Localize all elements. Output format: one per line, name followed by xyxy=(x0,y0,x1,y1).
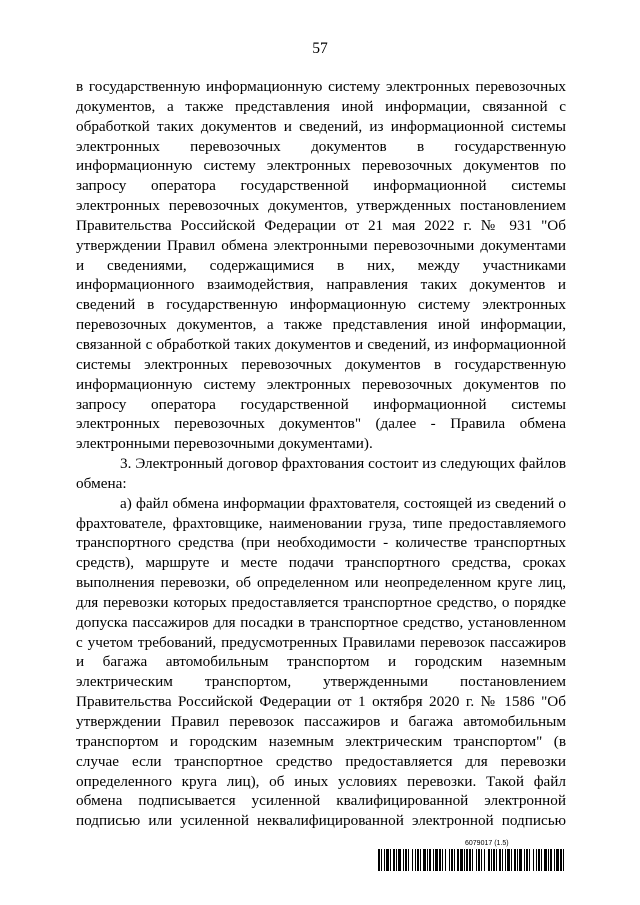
barcode-bar xyxy=(393,849,395,871)
barcode-bar xyxy=(429,849,431,871)
barcode-bar xyxy=(529,849,530,871)
barcode-bar xyxy=(488,849,490,871)
barcode-bar xyxy=(442,849,443,871)
barcode-bar xyxy=(466,849,468,871)
barcode-bar xyxy=(481,849,482,871)
barcode-bar xyxy=(423,849,426,871)
barcode-bar xyxy=(519,849,522,871)
paragraph-charterer-file: а) файл обмена информации фрахтователя, состоящей из сведений о фрахтователе, фрахтовщике, наименовании груза, типе предоставляемого транспортного средства (при необходимости - количестве транспортных средств), маршруте и месте подачи транспортного средства, сроках выполнения перевозки, об определенном или неопределенном круге лиц, для перевозки которых предоставляется транспортное средство, о порядке допуска пассажиров для посадки в транспортное средство, установленном с учетом требований, предусмотренных Правилами перевозок пассажиров и багажа автомобильным транспортом и городским наземным электрическим транспортом, утвержденными постановлением Правительства Российской Федерации от 1 октября 2020 г. № 1586 "Об утверждении Правил перевозок пассажиров и багажа автомобильным транспортом и городским наземным электрическим транспортом" (в случае если транспортное средство предоставляется для перевозки определенного круга лиц), об иных условиях перевозки. Такой файл обмена подписывается усиленной квалифицированной электронной подписью или усиленной неквалифицированной электронной подписью xyxy=(76,494,566,830)
barcode-label: 6079017 (1.5) xyxy=(465,840,509,847)
barcode-bar xyxy=(439,849,441,871)
barcode-bar xyxy=(505,849,506,871)
barcode-bar xyxy=(457,849,459,871)
barcode-bar xyxy=(420,849,421,871)
barcode-bar xyxy=(526,849,528,871)
barcode-bar xyxy=(544,849,547,871)
barcode-image xyxy=(378,849,565,871)
barcode-bar xyxy=(427,849,428,871)
barcode-bar xyxy=(502,849,503,871)
barcode-bar xyxy=(491,849,492,871)
paragraph-charter-contract-files: 3. Электронный договор фрахтования состоит из следующих файлов обмена: xyxy=(76,455,566,492)
barcode-bar xyxy=(548,849,549,871)
barcode-bar xyxy=(433,849,434,871)
barcode-bar xyxy=(398,849,401,871)
barcode-bar xyxy=(449,849,450,871)
barcode-bar xyxy=(408,849,409,871)
barcode-bar xyxy=(472,849,473,871)
barcode-bar xyxy=(533,849,534,871)
barcode-bar xyxy=(403,849,404,871)
paragraph-rules-reference: в государственную информационную систему электронных перевозочных документов, а также представления иной информации, связанной с обработкой таких документов и сведений, из информационной системы электронных перевозочных документов в государственную информационную систему электронных перевозочных документов по запросу оператора государственной информационной системы электронных перевозочных документов, утвержденных постановлением Правительства Российской Федерации от 21 мая 2022 г. № 931 "Об утверждении Правил обмена электронными перевозочными документами и сведениями, содержащимися в них, между участниками информационного взаимодействия, направления таких документов и сведений в государственную информационную систему электронных перевозочных документов, а также представления иной информации, связанной с обработкой таких документов и сведений, из информационной системы электронных перевозочных документов в государственную информационную систему электронных перевозочных документов по запросу оператора государственной информационной системы электронных перевозочных документов" (далее - Правила обмена электронными перевозочными документами). xyxy=(76,78,566,453)
barcode-bar xyxy=(415,849,416,871)
barcode-bar xyxy=(417,849,419,871)
barcode-bar xyxy=(538,849,540,871)
barcode-bar xyxy=(476,849,477,871)
page-number: 57 xyxy=(312,40,328,57)
barcode-bar xyxy=(405,849,407,871)
barcode-bar xyxy=(396,849,397,871)
document-body xyxy=(76,77,566,831)
barcode-bar xyxy=(454,849,455,871)
barcode-bar xyxy=(517,849,518,871)
barcode-bar xyxy=(381,849,382,871)
barcode-bar xyxy=(554,849,555,871)
barcode-bar xyxy=(445,849,446,871)
barcode-bar xyxy=(484,849,485,871)
barcode-bar xyxy=(541,849,542,871)
barcode-bar xyxy=(412,849,413,871)
barcode-bar xyxy=(435,849,438,871)
barcode-bar xyxy=(469,849,471,871)
barcode-bar xyxy=(563,849,564,871)
barcode-bar xyxy=(451,849,453,871)
barcode-bar xyxy=(550,849,552,871)
barcode-bar xyxy=(378,849,380,871)
barcode-bar xyxy=(511,849,512,871)
barcode-bar xyxy=(560,849,562,871)
barcode-bar xyxy=(390,849,391,871)
barcode-bar xyxy=(556,849,559,871)
barcode-bar xyxy=(386,849,389,871)
barcode-bar xyxy=(493,849,495,871)
barcode-bar xyxy=(478,849,480,871)
barcode-bar xyxy=(499,849,501,871)
barcode-bar xyxy=(524,849,525,871)
barcode-bar xyxy=(384,849,385,871)
barcode-bar xyxy=(507,849,510,871)
barcode-bar xyxy=(536,849,537,871)
barcode-bar xyxy=(464,849,465,871)
barcode-bar xyxy=(496,849,497,871)
barcode-bar xyxy=(514,849,516,871)
barcode-bar xyxy=(460,849,463,871)
